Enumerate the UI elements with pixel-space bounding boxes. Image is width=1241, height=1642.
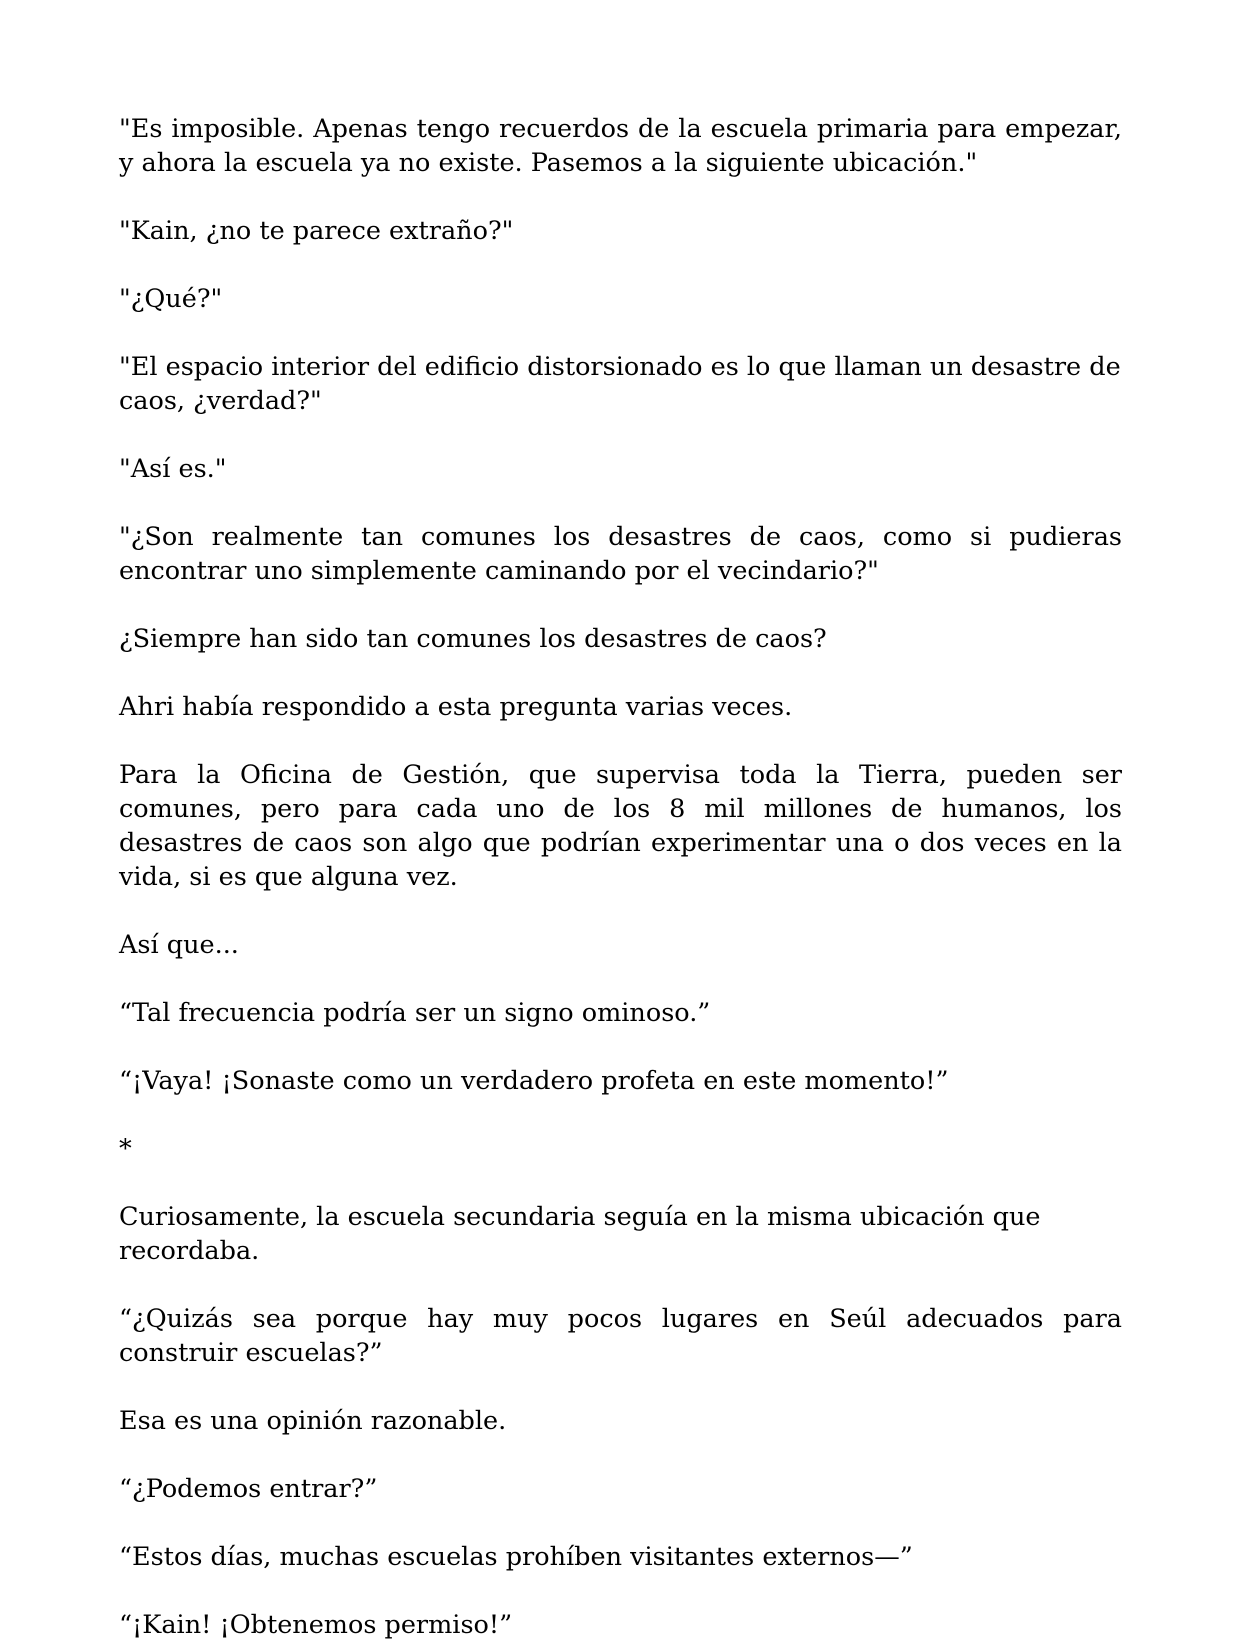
- paragraph: Así que...: [119, 930, 239, 960]
- paragraph: "Es imposible. Apenas tengo recuerdos de la escuela primaria para empezar, y ahora la escuela ya no existe. Pasemos a la siguiente ubicación.": [119, 114, 1122, 178]
- paragraph: “Estos días, muchas escuelas prohíben visitantes externos—”: [119, 1542, 913, 1572]
- paragraph: "¿Qué?": [119, 284, 223, 314]
- document-page: [119, 112, 1122, 1642]
- paragraph: “Tal frecuencia podría ser un signo ominoso.”: [119, 998, 711, 1028]
- paragraph: Esa es una opinión razonable.: [119, 1406, 507, 1436]
- scene-break: *: [119, 1134, 132, 1164]
- paragraph: "¿Son realmente tan comunes los desastres de caos, como si pudieras encontrar uno simplemente caminando por el vecindario?": [119, 522, 1122, 586]
- paragraph: Curiosamente, la escuela secundaria seguía en la misma ubicación que recordaba.: [119, 1202, 1041, 1266]
- paragraph: “¡Vaya! ¡Sonaste como un verdadero profeta en este momento!”: [119, 1066, 949, 1096]
- paragraph: Para la Oficina de Gestión, que supervisa toda la Tierra, pueden ser comunes, pero para cada uno de los 8 mil millones de humanos, los desastres de caos son algo que podrían experimentar una o dos veces en la vida, si es que alguna vez.: [119, 760, 1122, 892]
- paragraph: “¡Kain! ¡Obtenemos permiso!”: [119, 1610, 513, 1640]
- paragraph: Ahri había respondido a esta pregunta varias veces.: [119, 692, 793, 722]
- paragraph: "El espacio interior del edificio distorsionado es lo que llaman un desastre de caos, ¿verdad?": [119, 352, 1121, 416]
- paragraph: "Kain, ¿no te parece extraño?": [119, 216, 514, 246]
- paragraph: “¿Podemos entrar?”: [119, 1474, 378, 1504]
- paragraph: ¿Siempre han sido tan comunes los desastres de caos?: [119, 624, 827, 654]
- paragraph: “¿Quizás sea porque hay muy pocos lugares en Seúl adecuados para construir escuelas?”: [119, 1304, 1122, 1368]
- paragraph: "Así es.": [119, 454, 227, 484]
